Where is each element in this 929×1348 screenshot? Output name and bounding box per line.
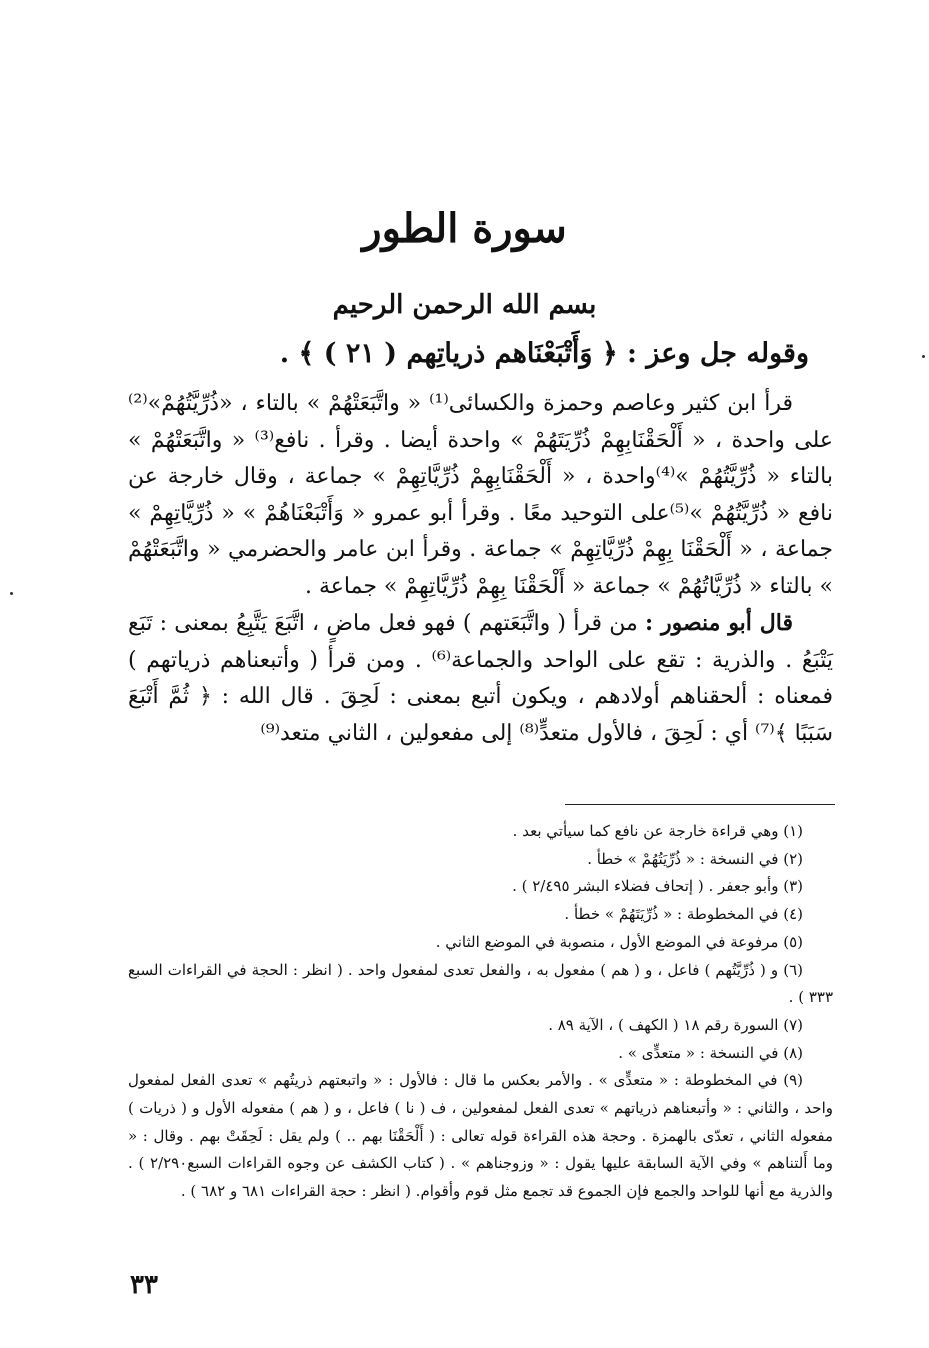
footnote-separator bbox=[565, 804, 835, 805]
footnote: (٣) وأبو جعفر . ( إتحاف فضلاء البشر ٢/٤٩٥ ) . bbox=[512, 877, 803, 896]
paragraph-lead: قال أبو منصور : bbox=[644, 610, 793, 636]
footnote: (٢) في النسخة : « ذُرِّيَتُهُمْ » خطأ . bbox=[587, 849, 803, 868]
footnote: (٦) و ( ذُرِّيَّتُهم ) فاعل ، و ( هم ) مفعول به ، والفعل تعدى لمفعول واحد . ( انظر : الحجة في القراءات السبع ٣٣٣ ) . bbox=[128, 960, 833, 1007]
surah-title: سورة الطور bbox=[362, 205, 567, 252]
paragraph-commentary bbox=[128, 605, 833, 752]
verse-heading: وقوله جل وعز : ﴿ وَأَتْبَعْنَاهم ذرياتِهم ( ٢١ ) ﴾ . bbox=[279, 338, 809, 369]
main-text bbox=[128, 386, 833, 752]
paragraph-text: قرأ ابن كثير وعاصم وحمزة والكسائى⁽¹⁾ « واتَّبَعَتْهُمْ » بالتاء ، «ذُرِّيَّتُهُمْ»⁽²⁾ على واحدة ، « أَلْحَقْنَابِهِمْ ذُرِّيَتَهُمْ » واحدة أيضا . وقرأ . نافع⁽³⁾ « واتَّبَعَتْهُمْ » بالتاء « ذُرِّيَّتُهُمْ »⁽⁴⁾واحدة ، « أَلْحَقْنَابِهِمْ ذُرِّيَّاتِهِمْ » جماعة ، وقال خارجة عن نافع « ذُرِّيَّتُهُمْ »⁽⁵⁾على التوحيد معًا . وقرأ أبو عمرو « وَأَتْبَعْنَاهُمْ » « ذُرِّيَّاتِهِمْ » جماعة ، « أَلْحَقْنَا بِهِمْ ذُرِّيَّاتِهِمْ » جماعة . وقرأ ابن عامر والحضرمي « واتَّبَعَتْهُمْ » بالتاء « ذُرِّيَّاتُهُمْ » جماعة « أَلْحَقْنَا بِهِمْ ذُرِّيَّاتِهِمْ » جماعة . bbox=[128, 391, 833, 599]
footnotes bbox=[128, 818, 833, 1206]
scan-speck bbox=[10, 592, 13, 595]
paragraph-text: من قرأ ( واتَّبَعَتهم ) فهو فعل ماضٍ ، اتَّبَعَ يَتَّبِعُ بمعنى : تَبَع يَتْبَعُ . والذرية : تقع على الواحد والجماعة⁽⁶⁾ . ومن قرأ ( وأتبعناهم ذرياتهم ) فمعناه : ألحقناهم أولادهم ، ويكون أتبع بمعنى : لَحِقَ . قال الله : ﴿ ثُمَّ أَتْبَعَ سَبَبًا ﴾⁽⁷⁾ أي : لَحِقَ ، فالأول متعدٍّ⁽⁸⁾ إلى مفعولين ، الثاني متعد⁽⁹⁾ bbox=[128, 611, 833, 746]
footnote: (٧) السورة رقم ١٨ ( الكهف ) ، الآية ٨٩ . bbox=[548, 1015, 803, 1034]
footnote: (٨) في النسخة : « متعدٍّى » . bbox=[618, 1043, 803, 1062]
footnote: (٤) في المخطوطة : « ذُرِّيَتَهُمْ » خطأ . bbox=[564, 905, 803, 924]
paragraph-readings bbox=[128, 386, 833, 605]
scan-speck bbox=[922, 355, 925, 358]
footnote: (١) وهي قراءة خارجة عن نافع كما سيأتي بعد . bbox=[512, 822, 803, 840]
page-number: ٣٣ bbox=[130, 1270, 158, 1300]
footnote: (٩) في المخطوطة : « متعدٍّى » . والأمر بعكس ما قال : فالأول : « واتبعتهم ذريتُهم » تعدى الفعل لمفعول واحد ، والثاني : « وأتبعناهم ذرياتهم » تعدى الفعل لمفعولين ، ف ( نا ) فاعل ، و ( هم ) مفعوله الأول و ( ذريات ) مفعوله الثاني ، تعدّى بالهمزة . وحجة هذه القراءة قوله تعالى : ( أَلْحَقْنَا بهم .. ) ولم يقل : لَحِقَتْ بهم . وقال : « وما أَلتناهم » وفي الآية السابقة عليها يقول : « وزوجناهم » . ( كتاب الكشف عن وجوه القراءات السبع٢/٢٩٠ ) . والذرية مع أنها للواحد والجمع فإن الجموع قد تجمع مثل قوم وأقوام. ( انظر : حجة القراءات ٦٨١ و ٦٨٢ ) . bbox=[128, 1071, 834, 1201]
footnote: (٥) مرفوعة في الموضع الأول ، منصوبة في الموضع الثاني . bbox=[435, 932, 803, 951]
basmala: بسم الله الرحمن الرحيم bbox=[332, 290, 597, 320]
